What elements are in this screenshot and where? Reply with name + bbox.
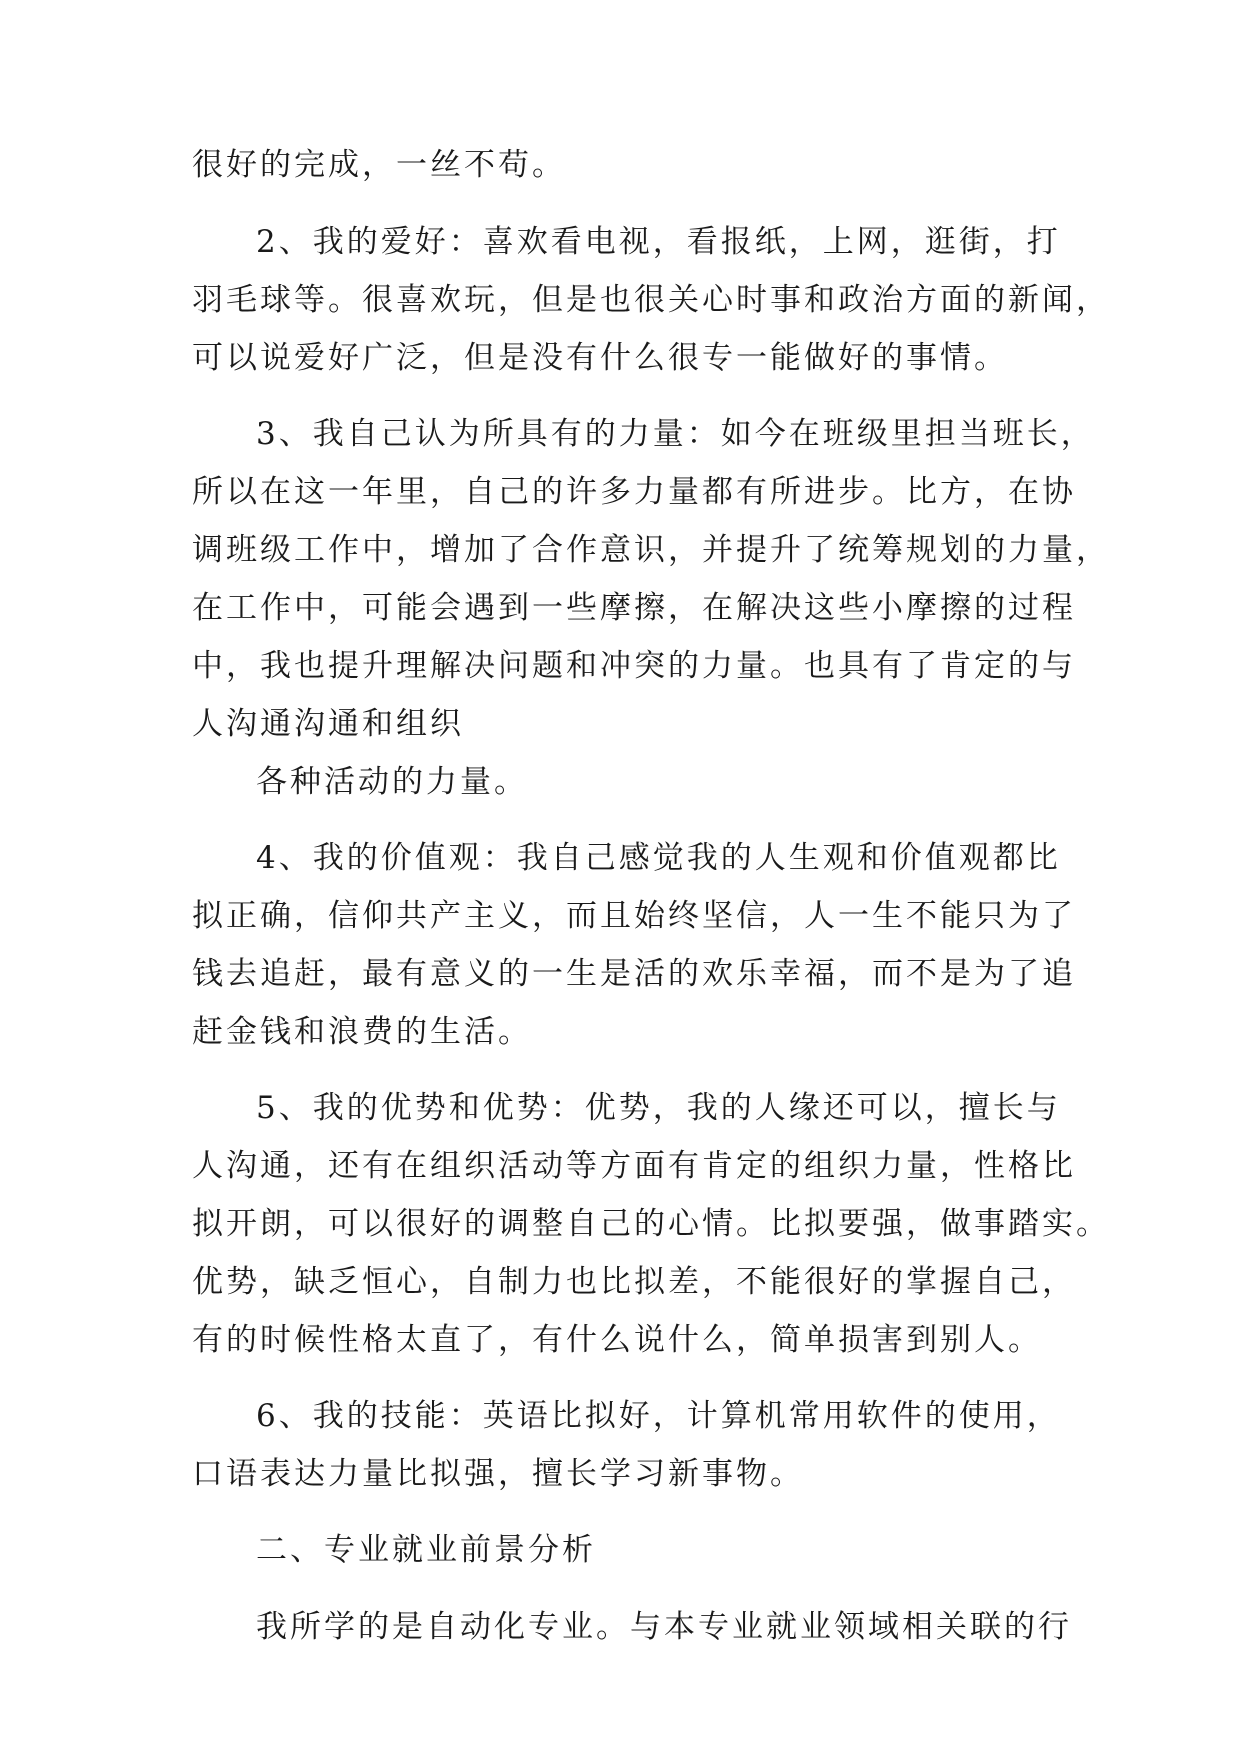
text-line: 4、我的价值观：我自己感觉我的人生观和价值观都比 bbox=[256, 840, 1061, 876]
text-line: 6、我的技能：英语比拟好，计算机常用软件的使用， bbox=[256, 1398, 1061, 1434]
text-line: 人沟通沟通和组织 bbox=[192, 706, 464, 742]
text-line: 2、我的爱好：喜欢看电视，看报纸，上网，逛街，打 bbox=[256, 224, 1061, 260]
text-line: 在工作中，可能会遇到一些摩擦，在解决这些小摩擦的过程 bbox=[192, 590, 1076, 626]
text-line: 3、我自己认为所具有的力量：如今在班级里担当班长， bbox=[256, 416, 1095, 452]
text-line: 5、我的优势和优势：优势，我的人缘还可以，擅长与 bbox=[256, 1090, 1061, 1126]
text-line: 很好的完成，一丝不苟。 bbox=[192, 147, 566, 183]
text-line: 人沟通，还有在组织活动等方面有肯定的组织力量，性格比 bbox=[192, 1148, 1076, 1184]
text-line: 羽毛球等。很喜欢玩，但是也很关心时事和政治方面的新闻， bbox=[192, 282, 1110, 318]
text-line: 口语表达力量比拟强，擅长学习新事物。 bbox=[192, 1456, 804, 1492]
text-line: 钱去追赶，最有意义的一生是活的欢乐幸福，而不是为了追 bbox=[192, 956, 1076, 992]
text-line: 拟正确，信仰共产主义，而且始终坚信，人一生不能只为了 bbox=[192, 898, 1076, 934]
text-line: 我所学的是自动化专业。与本专业就业领域相关联的行 bbox=[256, 1609, 1072, 1645]
text-line: 拟开朗，可以很好的调整自己的心情。比拟要强，做事踏实。 bbox=[192, 1206, 1110, 1242]
text-line: 优势，缺乏恒心，自制力也比拟差，不能很好的掌握自己， bbox=[192, 1264, 1076, 1300]
section-heading: 二、专业就业前景分析 bbox=[256, 1532, 596, 1568]
text-line: 中，我也提升理解决问题和冲突的力量。也具有了肯定的与 bbox=[192, 648, 1076, 684]
text-line: 赶金钱和浪费的生活。 bbox=[192, 1014, 532, 1050]
text-line: 调班级工作中，增加了合作意识，并提升了统筹规划的力量， bbox=[192, 532, 1110, 568]
text-line: 有的时候性格太直了，有什么说什么，简单损害到别人。 bbox=[192, 1322, 1042, 1358]
text-line: 可以说爱好广泛，但是没有什么很专一能做好的事情。 bbox=[192, 340, 1008, 376]
text-line: 各种活动的力量。 bbox=[256, 764, 528, 800]
text-line: 所以在这一年里，自己的许多力量都有所进步。比方，在协 bbox=[192, 474, 1076, 510]
